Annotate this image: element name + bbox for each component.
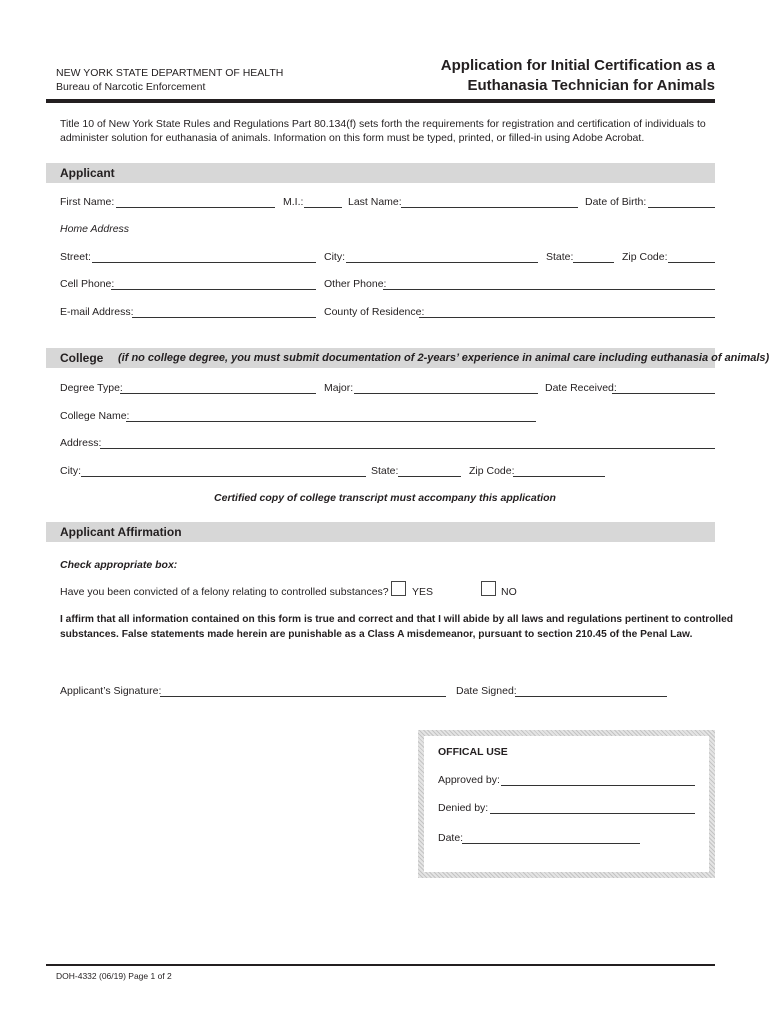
state-field[interactable] (573, 262, 614, 263)
zip-field[interactable] (668, 262, 715, 263)
no-label: NO (501, 586, 517, 598)
affirmation-section-header (46, 522, 715, 542)
yes-label: YES (412, 586, 434, 598)
date-signed-field[interactable] (515, 696, 667, 697)
yes-checkbox[interactable] (391, 581, 406, 596)
college-state-label: State: (371, 465, 399, 477)
state-label: State: (546, 251, 574, 263)
first-name-field[interactable] (116, 207, 275, 208)
signature-field[interactable] (160, 696, 446, 697)
college-zip-label: Zip Code: (469, 465, 515, 477)
college-section-title: College (60, 351, 104, 365)
college-section-header (46, 348, 770, 368)
approved-by-label: Approved by: (438, 774, 500, 786)
cell-phone-field[interactable] (111, 289, 316, 290)
affirmation-statement-line2: substances. False statements made herein are punishable as a Class A misdemeanor, pursuant to section 210.45 of the Penal Law. (60, 629, 693, 640)
applicant-section-title: Applicant (60, 166, 115, 180)
college-name-label: College Name: (60, 410, 130, 422)
college-zip-field[interactable] (513, 476, 605, 477)
department-name: NEW YORK STATE DEPARTMENT OF HEALTH (56, 67, 284, 79)
last-name-label: Last Name: (348, 196, 402, 208)
zip-label: Zip Code: (622, 251, 668, 263)
date-received-label: Date Received: (545, 382, 617, 394)
approved-by-field[interactable] (501, 785, 695, 786)
signature-label: Applicant’s Signature: (60, 685, 162, 697)
major-field[interactable] (354, 393, 538, 394)
form-title-line2: Euthanasia Technician for Animals (467, 77, 715, 94)
footer-rule (46, 964, 715, 966)
degree-type-label: Degree Type: (60, 382, 123, 394)
affirmation-section-title: Applicant Affirmation (60, 525, 182, 539)
college-city-label: City: (60, 465, 81, 477)
applicant-section-header (46, 163, 715, 183)
city-field[interactable] (346, 262, 538, 263)
county-label: County of Residence: (324, 306, 425, 318)
date-signed-label: Date Signed: (456, 685, 517, 697)
affirmation-statement-line1: I affirm that all information contained on this form is true and correct and that I will abide by all laws and regulations pertinent to controlled (60, 614, 734, 625)
check-box-label: Check appropriate box: (60, 559, 178, 571)
street-label: Street: (60, 251, 91, 263)
degree-type-field[interactable] (120, 393, 316, 394)
date-received-field[interactable] (612, 393, 715, 394)
other-phone-label: Other Phone: (324, 278, 387, 290)
form-id: DOH-4332 (06/19) Page 1 of 2 (56, 971, 172, 981)
cell-phone-label: Cell Phone: (60, 278, 115, 290)
transcript-note: Certified copy of college transcript must accompany this application (214, 492, 556, 504)
mi-field[interactable] (304, 207, 342, 208)
form-title-line1: Application for Initial Certification as a (440, 57, 715, 74)
bureau-name: Bureau of Narcotic Enforcement (56, 81, 206, 93)
city-label: City: (324, 251, 345, 263)
felony-question: Have you been convicted of a felony relating to controlled substances? (60, 586, 389, 598)
street-field[interactable] (92, 262, 316, 263)
official-date-label: Date: (438, 832, 464, 844)
dob-label: Date of Birth: (585, 196, 647, 208)
email-field[interactable] (132, 317, 316, 318)
intro-text-line2: administer solution for euthanasia of animals. Information on this form must be typed, printed, or filled-in using Adobe Acrobat. (60, 132, 645, 144)
first-name-label: First Name: (60, 196, 115, 208)
college-name-field[interactable] (126, 421, 536, 422)
dob-field[interactable] (648, 207, 715, 208)
denied-by-label: Denied by: (438, 802, 489, 814)
header-rule (46, 99, 715, 103)
last-name-field[interactable] (401, 207, 578, 208)
college-state-field[interactable] (398, 476, 461, 477)
mi-label: M.I.: (283, 196, 304, 208)
college-address-label: Address: (60, 437, 102, 449)
college-address-field[interactable] (100, 448, 715, 449)
email-label: E-mail Address: (60, 306, 134, 318)
college-section-note: (if no college degree, you must submit documentation of 2-years’ experience in animal care including euthanasia of animals) (118, 352, 770, 364)
county-field[interactable] (419, 317, 715, 318)
official-date-field[interactable] (462, 843, 640, 844)
official-use-title: OFFICAL USE (438, 746, 508, 758)
major-label: Major: (324, 382, 354, 394)
no-checkbox[interactable] (481, 581, 496, 596)
other-phone-field[interactable] (383, 289, 715, 290)
intro-text-line1: Title 10 of New York State Rules and Regulations Part 80.134(f) sets forth the requirements for registration and certification of individuals to (60, 118, 706, 130)
college-city-field[interactable] (81, 476, 366, 477)
denied-by-field[interactable] (490, 813, 695, 814)
home-address-label: Home Address (60, 223, 130, 235)
